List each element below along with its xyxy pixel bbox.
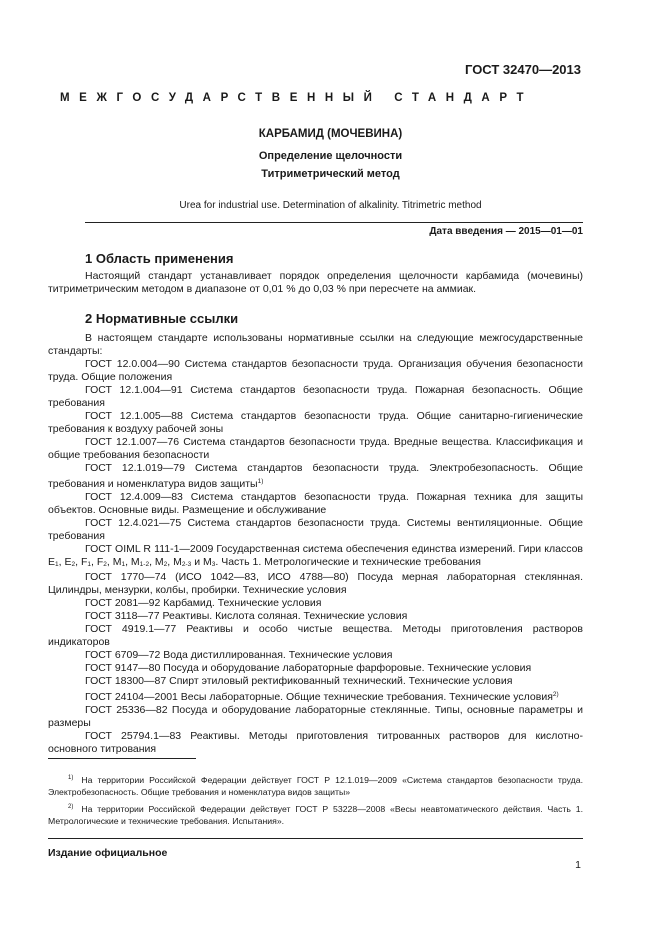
class-separator: , Е (58, 556, 72, 568)
reference-item: ГОСТ 12.1.007—76 Система стандартов безопасности труда. Вредные вещества. Классификация и общие требования безопасности (48, 436, 583, 461)
class-separator: , M (125, 556, 140, 568)
document-subtitle: Определение щелочности (258, 150, 403, 162)
class-subscript: 2-3 (181, 561, 192, 568)
class-subscript: 2 (163, 561, 168, 568)
standard-number: ГОСТ 32470—2013 (465, 62, 581, 77)
class-subscript: 1-2 (139, 561, 150, 568)
reference-item: ГОСТ 18300—87 Спирт этиловый ректификованный технический. Технические условия (85, 675, 513, 687)
reference-item: ГОСТ 12.4.021—75 Система стандартов безопасности труда. Системы вентиляционные. Общие требования (48, 517, 583, 542)
section-1-paragraph: Настоящий стандарт устанавливает порядок определения щелочности карбамида (мочевины) титриметрическим методом в диапазоне от 0,01 % до 0,03 % при пересчете на аммиак. (48, 270, 583, 295)
footnote-divider (48, 758, 196, 759)
reference-item: ГОСТ 3118—77 Реактивы. Кислота соляная. Технические условия (85, 610, 408, 622)
reference-item: ГОСТ 2081—92 Карбамид. Технические условия (85, 597, 322, 609)
footnote-1 (48, 772, 583, 798)
reference-item (48, 462, 583, 491)
oiml-text-start: ГОСТ OIML R 111-1—2009 Государственная система обеспечения единства измерений. Гири классов Е (48, 543, 583, 568)
class-subscript: 1 (55, 561, 59, 568)
class-separator: и M (191, 556, 212, 568)
section-2-heading: 2 Нормативные ссылки (85, 311, 239, 326)
footer-divider (48, 838, 583, 839)
introduction-date: Дата введения — 2015—01—01 (429, 226, 583, 237)
section-2-body (48, 332, 583, 756)
footnotes (48, 772, 583, 830)
class-subscript: 3 (211, 561, 216, 568)
english-title: Urea for industrial use. Determination of alkalinity. Titrimetric method (179, 200, 482, 211)
reference-item: ГОСТ 25336—82 Посуда и оборудование лабораторные стеклянные. Типы, основные параметры и размеры (48, 704, 583, 729)
class-subscript: 2 (71, 561, 76, 568)
class-subscript: 1 (87, 561, 91, 568)
oiml-text-end: . Часть 1. Метрологические и технические требования (215, 556, 481, 568)
reference-text: ГОСТ 24104—2001 Весы лабораторные. Общие технические требования. Технические условия (85, 691, 553, 703)
section-1-body (48, 270, 583, 296)
reference-item: ГОСТ 12.1.005—88 Система стандартов безопасности труда. Общие санитарно-гигиенические требования к воздуху рабочей зоны (48, 410, 583, 435)
class-separator: , M (167, 556, 182, 568)
footnote-ref-1[interactable]: 1) (257, 478, 264, 485)
reference-text: ГОСТ 12.1.019—79 Система стандартов безопасности труда. Электробезопасность. Общие требования и номенклатура видов защиты (48, 462, 583, 490)
document-title: КАРБАМИД (МОЧЕВИНА) (258, 128, 403, 140)
reference-item: ГОСТ 12.4.009—83 Система стандартов безопасности труда. Пожарная техника для защиты объектов. Основные виды. Размещение и обслуживание (48, 491, 583, 516)
class-separator: , F (75, 556, 88, 568)
section-2-intro: В настоящем стандарте использованы нормативные ссылки на следующие межгосударственные стандарты: (48, 332, 583, 357)
reference-item: ГОСТ 12.1.004—91 Система стандартов безопасности труда. Пожарная безопасность. Общие требования (48, 384, 583, 409)
date-divider (85, 222, 583, 223)
class-subscript: 2 (103, 561, 107, 568)
reference-item: ГОСТ 12.0.004—90 Система стандартов безопасности труда. Организация обучения безопасности труда. Общие положения (48, 358, 583, 383)
footnote-text: На территории Российской Федерации действует ГОСТ Р 53228—2008 «Весы неавтоматического действия. Часть 1. Метрологические и технические требования. Испытания». (48, 804, 583, 826)
class-separator: , M (149, 556, 164, 568)
footnote-2 (48, 801, 583, 827)
reference-item: ГОСТ 1770—74 (ИСО 1042—83, ИСО 4788—80) Посуда мерная лабораторная стеклянная. Цилиндры, мензурки, колбы, пробирки. Технические условия (48, 571, 583, 596)
reference-item: ГОСТ 4919.1—77 Реактивы и особо чистые вещества. Методы приготовления растворов индикаторов (48, 623, 583, 648)
official-edition-label: Издание официальное (48, 847, 168, 859)
page-number: 1 (575, 859, 581, 871)
footnote-mark: 1) (68, 775, 74, 781)
reference-item: ГОСТ 9147—80 Посуда и оборудование лабораторные фарфоровые. Технические условия (85, 662, 532, 674)
footnote-mark: 2) (68, 804, 74, 810)
reference-item: ГОСТ 6709—72 Вода дистиллированная. Технические условия (85, 649, 393, 661)
class-separator: , F (90, 556, 104, 568)
footnote-text: На территории Российской Федерации действует ГОСТ Р 12.1.019—2009 «Система стандартов безопасности труда. Электробезопасность. Общие требования и номенклатура видов защиты» (48, 775, 583, 797)
class-separator: , M (106, 556, 122, 568)
reference-item (48, 688, 583, 704)
section-1-heading: 1 Область применения (85, 251, 234, 266)
method-subtitle: Титриметрический метод (261, 168, 400, 180)
footnote-ref-2[interactable]: 2) (552, 691, 559, 698)
interstate-standard-banner: МЕЖГОСУДАРСТВЕННЫЙ СТАНДАРТ (60, 92, 534, 104)
reference-item: ГОСТ 25794.1—83 Реактивы. Методы приготовления титрованных растворов для кислотно-основного титрования (48, 730, 583, 755)
class-subscript: 1 (121, 561, 126, 568)
reference-item-oiml (48, 543, 583, 571)
